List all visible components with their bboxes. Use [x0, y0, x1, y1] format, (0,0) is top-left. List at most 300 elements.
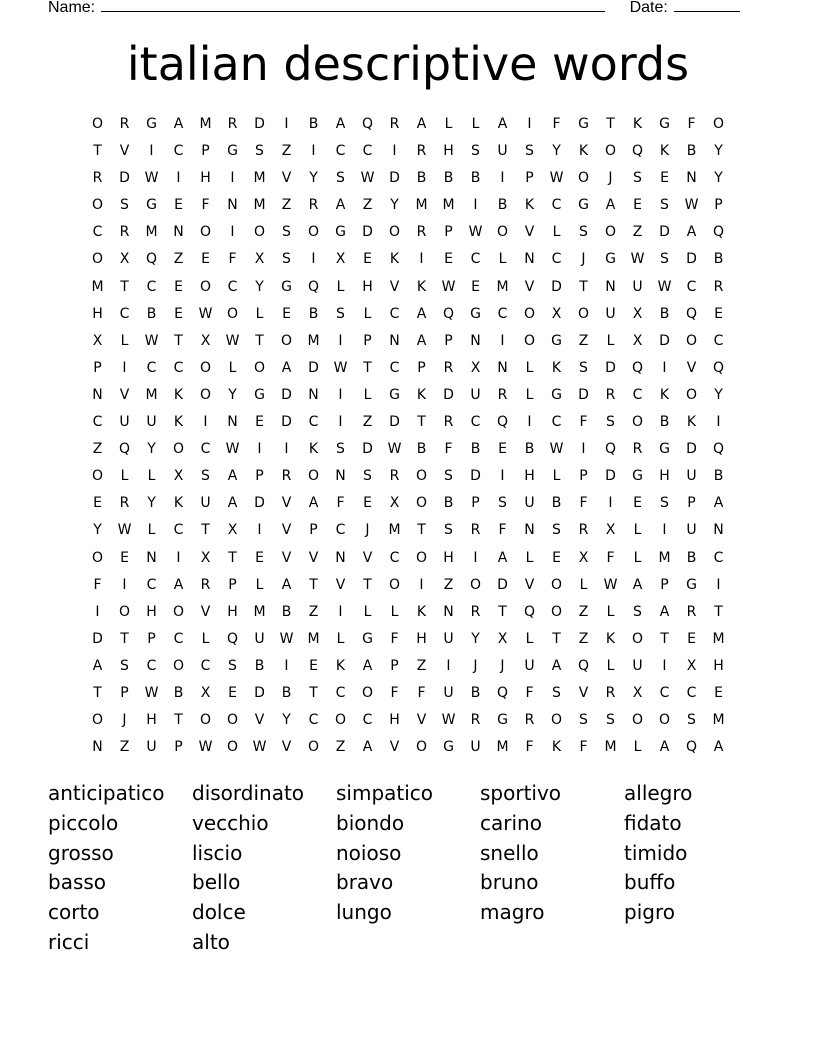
grid-letter: S [444, 468, 453, 485]
grid-letter: S [579, 712, 588, 729]
grid-letter: O [91, 712, 104, 729]
grid-letter: O [523, 332, 536, 349]
grid-letter: D [254, 684, 265, 701]
grid-letter: G [362, 630, 373, 647]
grid-letter: D [686, 441, 697, 458]
grid-letter: W [333, 359, 348, 376]
grid-letter: I [338, 386, 343, 403]
grid-letter: K [335, 657, 346, 674]
grid-letter: D [659, 224, 670, 241]
grid-letter: M [199, 116, 212, 132]
word-bank-item: pigro [624, 900, 675, 925]
grid-letter: P [687, 495, 696, 512]
grid-letter: D [308, 359, 319, 376]
grid-letter: S [660, 495, 669, 512]
grid-letter: W [630, 251, 645, 268]
word-bank-item: snello [480, 840, 539, 865]
grid-letter: A [686, 224, 697, 241]
grid-letter: U [632, 657, 643, 674]
grid-letter: G [686, 576, 697, 593]
grid-letter: S [660, 251, 669, 268]
grid-letter: R [200, 576, 211, 593]
grid-letter: N [524, 251, 535, 268]
grid-letter: Q [712, 441, 725, 458]
grid-letter: O [253, 359, 266, 376]
grid-letter: P [147, 630, 156, 647]
grid-letter: W [657, 278, 672, 295]
date-label: Date: [629, 0, 668, 16]
grid-letter: I [338, 603, 343, 620]
grid-letter: F [687, 116, 696, 132]
grid-letter: T [309, 576, 318, 593]
grid-letter: N [335, 549, 346, 566]
word-bank-item: biondo [336, 810, 405, 835]
grid-letter: C [200, 441, 211, 458]
grid-letter: B [146, 305, 157, 322]
grid-letter: I [500, 468, 505, 485]
grid-letter: T [363, 359, 372, 376]
grid-letter: W [198, 305, 213, 322]
grid-letter: N [389, 332, 400, 349]
grid-letter: H [146, 712, 157, 729]
grid-letter: I [230, 170, 235, 187]
grid-letter: R [308, 197, 319, 214]
grid-letter: X [578, 549, 589, 566]
word-bank-item: timido [624, 840, 688, 865]
grid-letter: K [173, 386, 184, 403]
grid-letter: P [471, 495, 480, 512]
grid-letter: V [524, 278, 535, 295]
grid-letter: S [201, 468, 210, 485]
grid-letter: Z [416, 657, 427, 674]
grid-letter: S [606, 414, 615, 431]
grid-letter: L [552, 468, 561, 485]
grid-letter: D [551, 278, 562, 295]
grid-letter: I [257, 441, 262, 458]
grid-letter: P [579, 468, 588, 485]
grid-letter: A [335, 197, 346, 214]
grid-letter: T [93, 143, 102, 160]
grid-letter: Q [604, 441, 617, 458]
grid-letter: Y [147, 495, 156, 512]
grid-letter: V [119, 143, 130, 160]
grid-letter: U [146, 414, 157, 431]
grid-letter: Y [714, 386, 723, 403]
grid-letter: H [92, 305, 103, 322]
grid-letter: D [605, 468, 616, 485]
grid-letter: J [473, 657, 478, 674]
grid-letter: P [660, 576, 669, 593]
grid-letter: C [173, 522, 184, 539]
grid-letter: C [173, 359, 184, 376]
word-bank-item: lungo [336, 900, 392, 925]
word-bank-item: carino [480, 810, 542, 835]
grid-letter: B [173, 684, 184, 701]
grid-letter: C [308, 712, 319, 729]
grid-letter: O [199, 712, 212, 729]
grid-letter: S [606, 712, 615, 729]
grid-letter: O [91, 251, 104, 268]
grid-letter: R [470, 712, 481, 729]
grid-row [84, 599, 732, 626]
grid-letter: V [281, 495, 292, 512]
grid-letter: W [360, 170, 375, 187]
grid-letter: X [173, 468, 184, 485]
grid-letter: O [550, 603, 563, 620]
word-bank-item: magro [480, 900, 545, 925]
grid-letter: Q [496, 414, 509, 431]
grid-row [84, 680, 732, 707]
grid-letter: G [578, 116, 589, 132]
grid-letter: A [659, 603, 670, 620]
grid-letter: L [498, 251, 507, 268]
grid-letter: Y [714, 170, 723, 187]
grid-row [84, 653, 732, 680]
grid-letter: R [416, 143, 427, 160]
grid-letter: G [146, 197, 157, 214]
grid-letter: E [282, 305, 291, 322]
grid-letter: L [255, 576, 264, 593]
grid-letter: K [659, 143, 670, 160]
grid-letter: L [390, 603, 399, 620]
grid-letter: L [579, 576, 588, 593]
grid-row [84, 301, 732, 328]
grid-letter: I [176, 170, 181, 187]
grid-letter: C [389, 305, 400, 322]
grid-letter: O [172, 441, 185, 458]
grid-letter: M [658, 549, 671, 566]
grid-letter: O [91, 197, 104, 214]
grid-letter: P [174, 739, 183, 756]
grid-letter: A [416, 305, 427, 322]
grid-letter: O [631, 712, 644, 729]
grid-letter: M [604, 739, 617, 756]
grid-letter: S [120, 197, 129, 214]
grid-letter: N [173, 224, 184, 241]
name-blank-line [101, 0, 605, 12]
grid-letter: L [336, 630, 345, 647]
grid-letter: I [338, 414, 343, 431]
grid-letter: E [444, 251, 453, 268]
grid-letter: P [417, 359, 426, 376]
grid-letter: V [281, 170, 292, 187]
grid-letter: Y [93, 522, 102, 539]
grid-letter: A [281, 576, 292, 593]
grid-row [84, 517, 732, 544]
grid-letter: N [497, 359, 508, 376]
grid-letter: A [497, 549, 508, 566]
grid-letter: G [470, 305, 481, 322]
grid-letter: D [497, 576, 508, 593]
grid-letter: S [336, 441, 345, 458]
word-bank-item: ricci [48, 929, 90, 954]
grid-letter: K [632, 116, 643, 132]
grid-letter: S [120, 657, 129, 674]
grid-letter: P [93, 359, 102, 376]
grid-letter: L [228, 359, 237, 376]
grid-letter: R [470, 522, 481, 539]
grid-letter: N [713, 522, 724, 539]
grid-letter: Y [552, 143, 561, 160]
word-bank-column [624, 779, 768, 958]
grid-row [84, 138, 732, 165]
grid-letter: W [441, 278, 456, 295]
grid-letter: D [578, 386, 589, 403]
grid-letter: L [633, 522, 642, 539]
grid-letter: G [632, 468, 643, 485]
grid-letter: C [686, 278, 697, 295]
header-fields [48, 0, 740, 17]
grid-letter: E [471, 278, 480, 295]
grid-letter: D [281, 386, 292, 403]
grid-letter: R [389, 468, 400, 485]
grid-letter: E [255, 414, 264, 431]
word-bank-item: sportivo [480, 781, 562, 805]
grid-row [84, 219, 732, 246]
grid-letter: I [392, 143, 397, 160]
grid-letter: D [119, 170, 130, 187]
grid-letter: P [228, 576, 237, 593]
grid-letter: M [145, 386, 158, 403]
grid-letter: Z [308, 603, 319, 620]
grid-letter: M [415, 197, 428, 214]
grid-letter: V [416, 712, 427, 729]
grid-letter: Y [282, 712, 291, 729]
grid-letter: N [146, 549, 157, 566]
grid-letter: T [498, 603, 507, 620]
grid-row [84, 734, 732, 761]
grid-letter: Z [362, 197, 373, 214]
grid-letter: N [524, 522, 535, 539]
grid-letter: F [228, 251, 237, 268]
grid-letter: W [684, 197, 699, 214]
grid-letter: F [390, 630, 399, 647]
grid-letter: J [122, 712, 127, 729]
grid-letter: Z [281, 143, 292, 160]
grid-letter: P [714, 197, 723, 214]
grid-letter: E [228, 684, 237, 701]
grid-letter: Y [471, 630, 480, 647]
grid-letter: L [120, 468, 129, 485]
grid-letter: I [473, 197, 478, 214]
grid-row [84, 382, 732, 409]
grid-letter: S [525, 143, 534, 160]
word-bank-item: bruno [480, 870, 539, 895]
grid-letter: L [525, 549, 534, 566]
grid-letter: E [633, 495, 642, 512]
grid-letter: U [524, 495, 535, 512]
grid-letter: C [551, 251, 562, 268]
grid-letter: R [92, 170, 103, 187]
grid-letter: V [119, 386, 130, 403]
grid-letter: Z [578, 630, 589, 647]
grid-letter: O [577, 305, 590, 322]
grid-letter: K [173, 414, 184, 431]
grid-letter: K [551, 739, 562, 756]
grid-letter: O [685, 332, 698, 349]
letter-grid [84, 111, 732, 761]
grid-letter: O [226, 712, 239, 729]
grid-letter: U [686, 468, 697, 485]
grid-letter: O [658, 712, 671, 729]
grid-letter: R [578, 522, 589, 539]
grid-letter: C [308, 414, 319, 431]
grid-letter: C [146, 576, 157, 593]
grid-letter: R [605, 684, 616, 701]
grid-letter: H [362, 278, 373, 295]
grid-letter: O [91, 116, 104, 132]
grid-letter: J [608, 170, 613, 187]
grid-letter: A [362, 657, 373, 674]
grid-letter: U [443, 684, 454, 701]
grid-row [84, 545, 732, 572]
grid-letter: R [632, 441, 643, 458]
grid-letter: C [389, 359, 400, 376]
grid-letter: X [227, 522, 238, 539]
grid-letter: K [389, 251, 400, 268]
grid-letter: A [713, 495, 724, 512]
grid-letter: C [551, 197, 562, 214]
grid-letter: W [144, 332, 159, 349]
grid-letter: T [120, 630, 129, 647]
grid-letter: D [362, 224, 373, 241]
grid-letter: S [282, 224, 291, 241]
grid-letter: L [201, 630, 210, 647]
grid-letter: N [92, 386, 103, 403]
grid-letter: W [387, 441, 402, 458]
grid-letter: K [308, 441, 319, 458]
grid-letter: T [417, 522, 426, 539]
grid-letter: X [605, 522, 616, 539]
grid-letter: I [527, 116, 532, 132]
grid-letter: N [686, 170, 697, 187]
grid-letter: E [309, 657, 318, 674]
grid-letter: S [336, 305, 345, 322]
grid-letter: T [363, 576, 372, 593]
grid-letter: O [172, 657, 185, 674]
grid-letter: O [712, 116, 725, 132]
grid-letter: K [524, 197, 535, 214]
grid-letter: C [632, 386, 643, 403]
grid-letter: B [281, 684, 292, 701]
grid-letter: C [92, 224, 103, 241]
grid-letter: O [550, 712, 563, 729]
grid-letter: W [468, 224, 483, 241]
grid-letter: X [551, 305, 562, 322]
grid-letter: O [496, 224, 509, 241]
grid-letter: M [307, 630, 320, 647]
grid-letter: C [173, 630, 184, 647]
grid-row [84, 246, 732, 273]
grid-letter: P [444, 224, 453, 241]
grid-letter: O [199, 359, 212, 376]
grid-letter: U [146, 739, 157, 756]
grid-letter: A [497, 116, 508, 132]
grid-letter: O [361, 684, 374, 701]
grid-letter: E [687, 630, 696, 647]
grid-letter: P [201, 143, 210, 160]
grid-letter: O [685, 386, 698, 403]
grid-letter: J [365, 522, 370, 539]
grid-letter: B [713, 251, 724, 268]
word-bank-item: corto [48, 900, 100, 925]
grid-letter: U [605, 305, 616, 322]
grid-row [84, 490, 732, 517]
grid-letter: B [551, 495, 562, 512]
grid-letter: I [473, 549, 478, 566]
grid-letter: D [470, 468, 481, 485]
grid-letter: M [388, 522, 401, 539]
grid-letter: R [443, 359, 454, 376]
grid-letter: D [281, 414, 292, 431]
grid-letter: L [336, 278, 345, 295]
grid-letter: N [227, 414, 238, 431]
grid-letter: U [119, 414, 130, 431]
grid-letter: H [389, 712, 400, 729]
grid-letter: S [633, 170, 642, 187]
grid-letter: Q [577, 657, 590, 674]
grid-letter: F [498, 522, 507, 539]
grid-letter: A [308, 495, 319, 512]
grid-row [84, 111, 732, 138]
grid-letter: R [524, 712, 535, 729]
grid-letter: R [470, 603, 481, 620]
grid-letter: Q [145, 251, 158, 268]
grid-letter: Z [335, 739, 346, 756]
grid-letter: S [228, 657, 237, 674]
grid-letter: V [281, 739, 292, 756]
grid-letter: I [608, 495, 613, 512]
grid-letter: M [91, 278, 104, 295]
grid-letter: A [416, 332, 427, 349]
grid-letter: O [415, 549, 428, 566]
grid-letter: T [93, 684, 102, 701]
grid-letter: O [226, 305, 239, 322]
grid-letter: O [415, 495, 428, 512]
grid-letter: S [633, 603, 642, 620]
grid-letter: P [390, 657, 399, 674]
word-bank-item: fidato [624, 810, 682, 835]
grid-letter: X [497, 630, 508, 647]
grid-letter: D [254, 116, 265, 132]
grid-letter: F [93, 576, 102, 593]
grid-letter: B [416, 170, 427, 187]
grid-letter: I [122, 359, 127, 376]
grid-letter: S [579, 224, 588, 241]
grid-letter: C [335, 684, 346, 701]
grid-letter: S [687, 712, 696, 729]
grid-letter: O [199, 224, 212, 241]
grid-letter: R [497, 386, 508, 403]
grid-letter: E [174, 305, 183, 322]
grid-letter: S [579, 359, 588, 376]
grid-letter: O [307, 224, 320, 241]
grid-letter: Z [119, 739, 130, 756]
grid-letter: R [713, 278, 724, 295]
grid-letter: S [552, 684, 561, 701]
grid-letter: A [173, 576, 184, 593]
grid-letter: L [471, 116, 480, 132]
grid-row [84, 626, 732, 653]
grid-letter: V [308, 549, 319, 566]
grid-letter: C [335, 143, 346, 160]
grid-letter: H [200, 170, 211, 187]
grid-letter: W [549, 170, 564, 187]
grid-letter: L [525, 630, 534, 647]
grid-letter: Z [578, 332, 589, 349]
word-bank-column [336, 779, 480, 958]
grid-letter: C [389, 549, 400, 566]
